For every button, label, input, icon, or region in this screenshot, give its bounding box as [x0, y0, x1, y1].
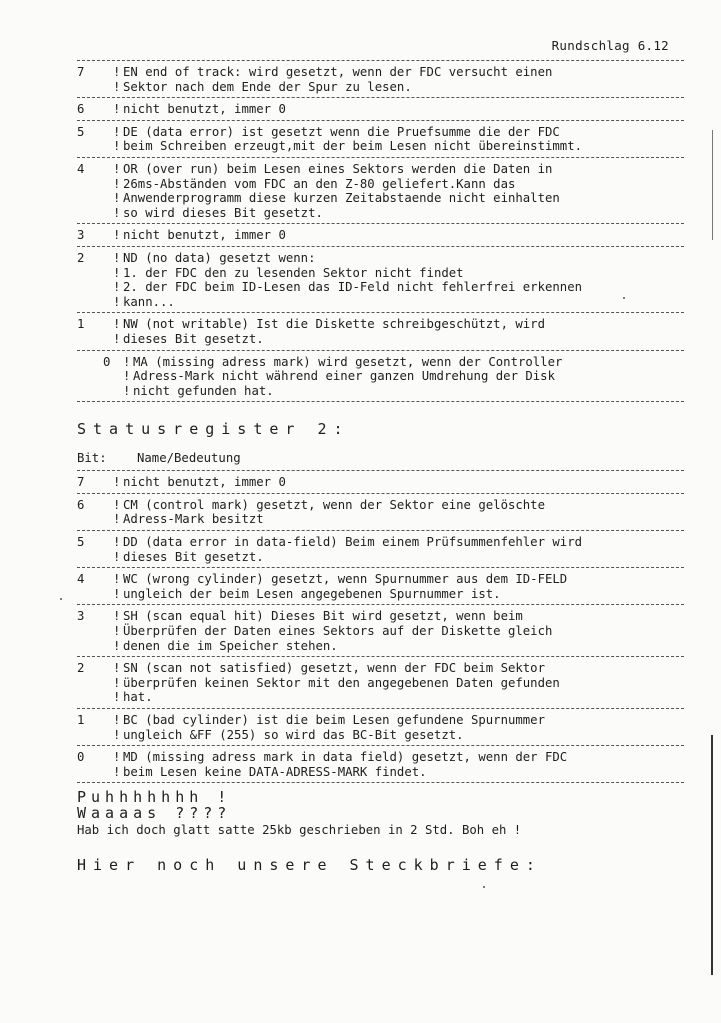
bit-description — [123, 661, 687, 705]
status-register-2-heading: Statusregister 2: — [77, 420, 350, 439]
bit-number: 7 — [77, 65, 85, 79]
table-row — [77, 605, 687, 656]
description-line: 1. der FDC den zu lesenden Sektor nicht findet — [123, 265, 464, 280]
bit-description — [123, 713, 687, 742]
bit-description — [123, 162, 687, 220]
description-line: überprüfen keinen Sektor mit den angegebenen Daten gefunden — [123, 675, 560, 690]
table-row — [77, 247, 687, 312]
column-divider-marks: ! ! ! ! — [113, 161, 121, 220]
description-line: 26ms-Abständen vom FDC an den Z-80 geliefert.Kann das — [123, 176, 516, 191]
column-divider-marks: ! ! — [113, 713, 121, 742]
status-register-1-table — [77, 60, 687, 402]
bit-number: 1 — [77, 713, 85, 727]
scan-speck — [623, 297, 625, 299]
bit-description — [123, 609, 687, 653]
description-line: Anwenderprogramm diese kurzen Zeitabstaende nicht einhalten — [123, 191, 560, 206]
description-line: nicht benutzt, immer 0 — [123, 475, 286, 490]
column-divider-marks: ! ! — [113, 317, 121, 346]
description-line: hat. — [123, 690, 153, 705]
column-divider-marks: ! ! ! — [113, 661, 121, 705]
bit-description — [123, 65, 687, 94]
table-row — [77, 568, 687, 604]
bit-description — [123, 535, 687, 564]
bit-number: 0 — [103, 354, 111, 369]
bit-description — [123, 750, 687, 779]
scan-speck — [60, 598, 62, 600]
description-line: Überprüfen der Daten eines Sektors auf der Diskette gleich — [123, 624, 553, 639]
description-line: denen die im Speicher stehen. — [123, 638, 338, 653]
column-divider-marks: ! ! — [113, 750, 121, 779]
column-divider-marks: ! — [113, 475, 121, 490]
description-line: SN (scan not satisfied) gesetzt, wenn der FDC beim Sektor — [123, 661, 545, 676]
document-body — [77, 60, 687, 874]
bit-number: 6 — [77, 102, 85, 117]
bit-description — [123, 317, 687, 346]
bit-number: 0 — [77, 750, 85, 765]
description-line: NW (not writable) Ist die Diskette schreibgeschützt, wird — [123, 317, 545, 332]
page-header: Rundschlag 6.12 — [551, 38, 669, 53]
bit-description — [123, 102, 687, 117]
description-line: ungleich &FF (255) so wird das BC-Bit gesetzt. — [123, 727, 464, 742]
column-divider-marks: ! — [113, 102, 121, 117]
description-line: ND (no data) gesetzt wenn: — [123, 250, 316, 265]
description-line: nicht benutzt, immer 0 — [123, 102, 286, 117]
bit-description — [123, 572, 687, 601]
table-row — [77, 158, 687, 223]
table-row — [77, 657, 687, 708]
column-divider-marks: ! ! — [113, 65, 121, 94]
bit-number: 7 — [77, 475, 85, 490]
exclamation-waaaas: Waaaas ???? — [77, 804, 232, 823]
description-line: so wird dieses Bit gesetzt. — [123, 205, 323, 220]
scan-speck — [483, 886, 485, 888]
bit-number: 1 — [77, 317, 85, 332]
description-line: CM (control mark) gesetzt, wenn der Sektor eine gelöschte — [123, 497, 545, 512]
bit-number: 6 — [77, 497, 85, 512]
description-line: beim Schreiben erzeugt,mit der beim Lesen nicht übereinstimmt. — [123, 139, 583, 154]
column-divider-marks: ! ! — [113, 572, 121, 601]
bit-number: 4 — [77, 572, 85, 587]
bit-description — [123, 498, 687, 527]
table-row — [77, 121, 687, 157]
table-row — [77, 709, 687, 745]
column-divider-marks: ! ! — [113, 535, 121, 564]
description-line: nicht benutzt, immer 0 — [123, 228, 286, 243]
table-row — [77, 494, 687, 530]
description-line: Adress-Mark nicht während einer ganzen Umdrehung der Disk — [133, 369, 555, 384]
bit-number: 5 — [77, 535, 85, 550]
column-name-label: Name/Bedeutung — [137, 451, 241, 466]
description-line: dieses Bit gesetzt. — [123, 549, 264, 564]
description-line: BC (bad cylinder) ist die beim Lesen gefundene Spurnummer — [123, 713, 545, 727]
table-row — [77, 471, 687, 493]
description-line: ungleich der beim Lesen angegebenen Spurnummer ist. — [123, 586, 501, 601]
description-line: DD (data error in data-field) Beim einem Prüfsummenfehler wird — [123, 535, 583, 550]
description-line: kann... — [123, 294, 175, 309]
column-divider-marks: ! ! ! — [123, 354, 131, 398]
table-row — [77, 746, 687, 782]
description-line: dieses Bit gesetzt. — [123, 331, 264, 346]
table-row — [77, 531, 687, 567]
description-line: EN end of track: wird gesetzt, wenn der FDC versucht einen — [123, 65, 553, 79]
margin-mark-top — [712, 130, 713, 240]
column-divider-marks: ! ! ! ! — [113, 250, 121, 309]
description-line: SH (scan equal hit) Dieses Bit wird gesetzt, wenn beim — [123, 609, 523, 624]
table-row — [77, 224, 687, 246]
description-line: Adress-Mark besitzt — [123, 512, 264, 527]
table-row — [77, 351, 687, 402]
column-divider-marks: ! — [113, 228, 121, 243]
exclamation-puh: Puhhhhhhh ! — [77, 788, 232, 807]
description-line: WC (wrong cylinder) gesetzt, wenn Spurnummer aus dem ID-FELD — [123, 572, 568, 587]
bit-number: 2 — [77, 250, 85, 265]
table-row — [77, 313, 687, 349]
description-line: DE (data error) ist gesetzt wenn die Pruefsumme die der FDC — [123, 124, 560, 139]
bit-number: 3 — [77, 228, 85, 243]
dashed-separator — [77, 401, 684, 402]
description-line: beim Lesen keine DATA-ADRESS-MARK findet. — [123, 764, 427, 779]
description-line: OR (over run) beim Lesen eines Sektors werden die Daten in — [123, 161, 553, 176]
table-row — [77, 61, 687, 97]
column-bit-label: Bit: — [77, 451, 107, 466]
description-line: MA (missing adress mark) wird gesetzt, wenn der Controller — [133, 354, 563, 369]
bit-description — [133, 355, 687, 399]
description-line: nicht gefunden hat. — [133, 383, 274, 398]
column-divider-marks: ! ! — [113, 124, 121, 154]
bit-number: 4 — [77, 161, 85, 176]
bit-description — [123, 251, 687, 309]
bit-number: 3 — [77, 609, 85, 624]
dashed-separator — [77, 782, 684, 783]
status-register-2-table — [77, 470, 687, 783]
description-line: 2. der FDC beim ID-Lesen das ID-Feld nicht fehlerfrei erkennen — [123, 280, 583, 295]
column-divider-marks: ! ! — [113, 497, 121, 527]
closing-heading: Hier noch unsere Steckbriefe: — [77, 856, 542, 875]
author-note: Hab ich doch glatt satte 25kb geschrieben in 2 Std. Boh eh ! — [77, 823, 522, 838]
bit-number: 5 — [77, 124, 85, 139]
margin-mark-bottom — [711, 735, 713, 975]
bit-description — [123, 475, 687, 490]
table-row — [77, 98, 687, 120]
description-line: MD (missing adress mark in data field) gesetzt, wenn der FDC — [123, 750, 568, 765]
column-divider-marks: ! ! ! — [113, 609, 121, 653]
description-line: Sektor nach dem Ende der Spur zu lesen. — [123, 79, 412, 94]
bit-description — [123, 125, 687, 154]
column-header — [77, 448, 687, 470]
bit-number: 2 — [77, 661, 85, 676]
bit-description — [123, 228, 687, 243]
